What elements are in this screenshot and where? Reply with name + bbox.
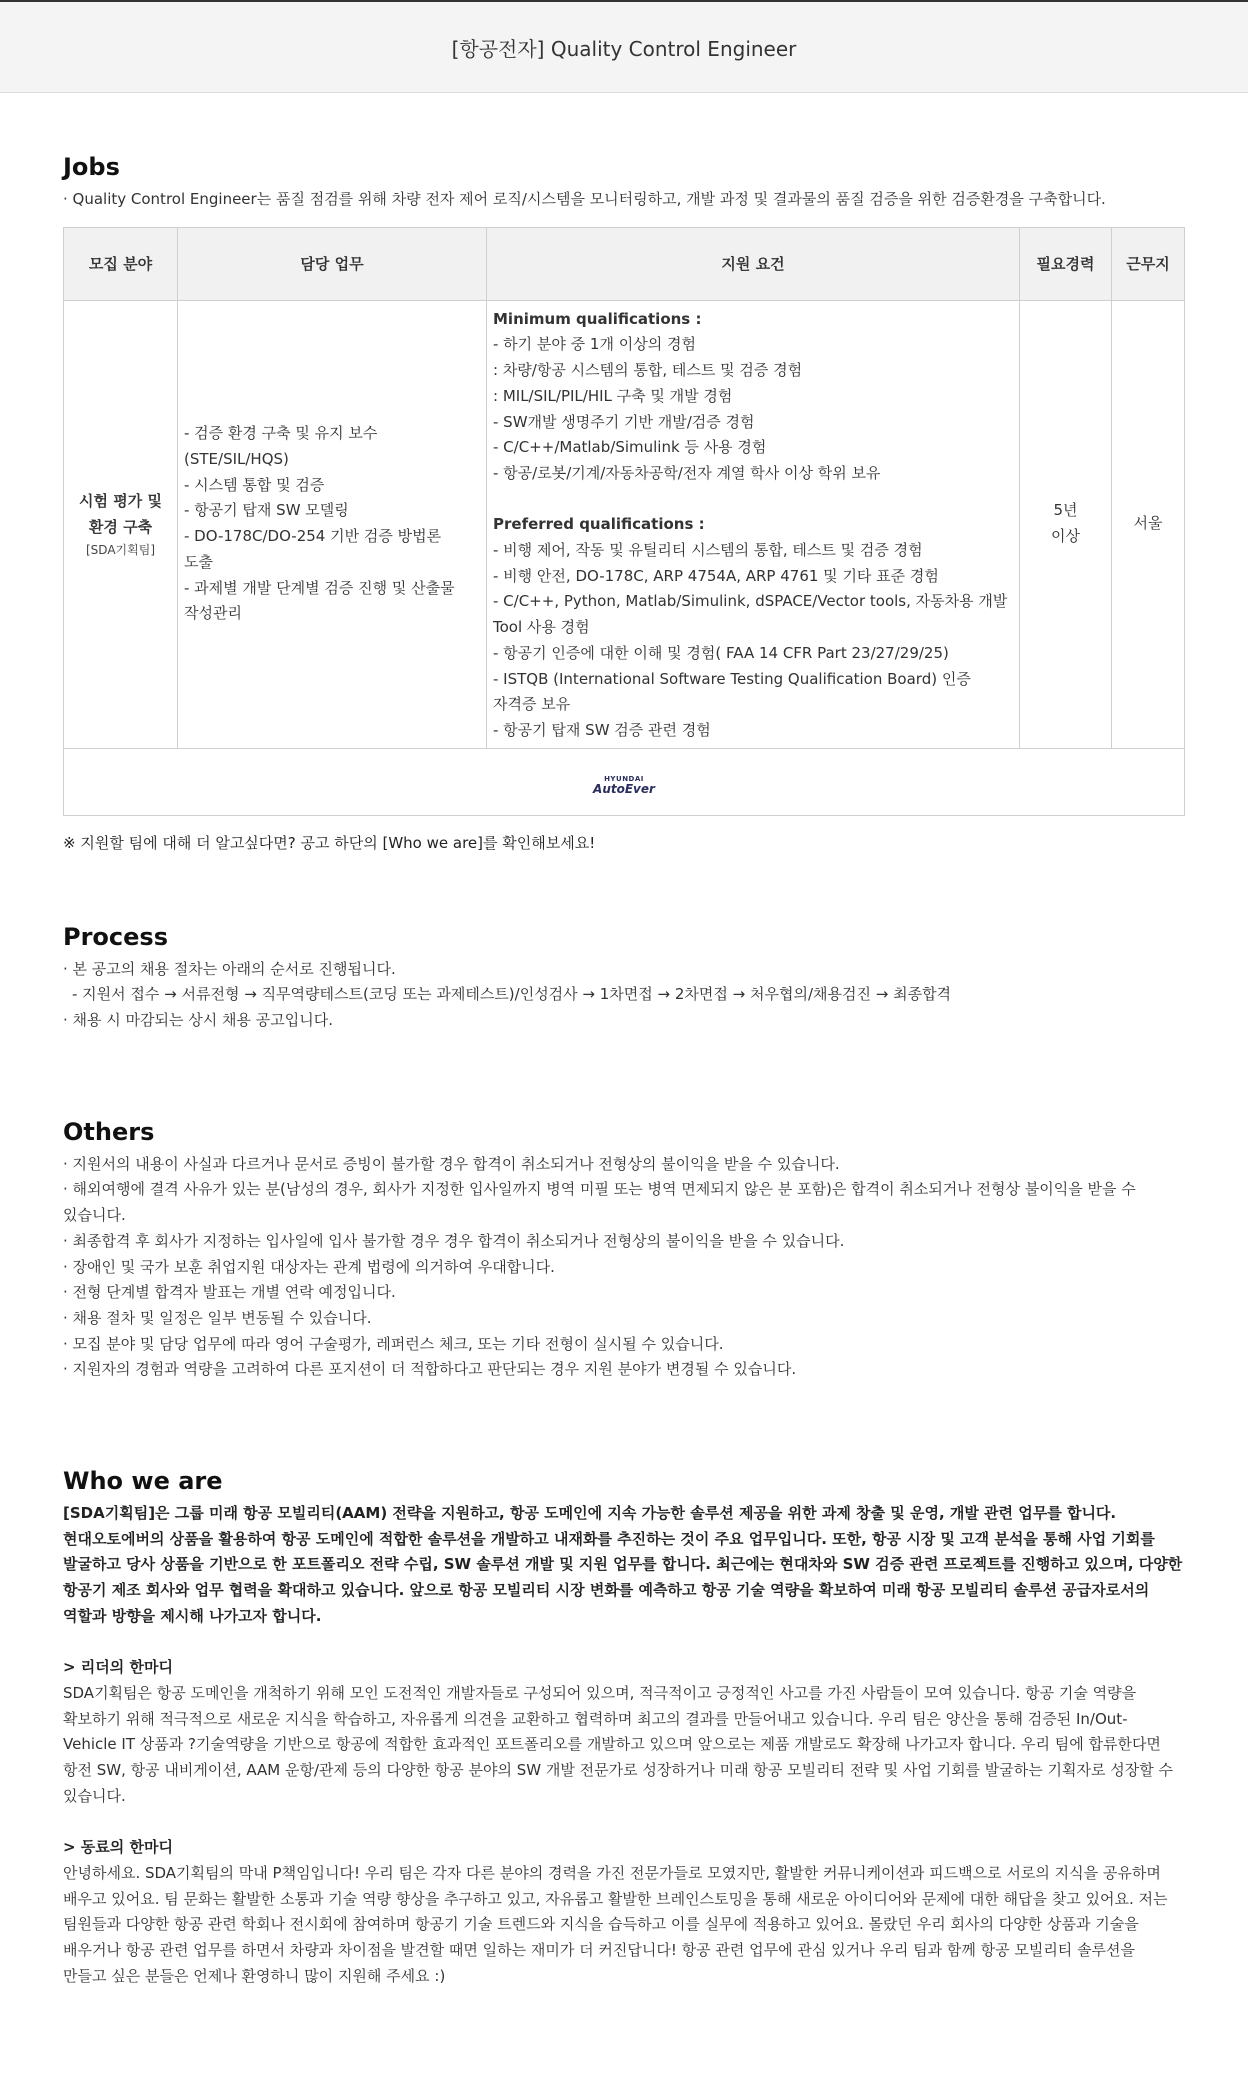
career-line: 이상 (1051, 527, 1080, 546)
who-section (63, 1467, 1185, 1989)
table-row (64, 300, 1185, 748)
others-line: 있습니다. (63, 1206, 126, 1225)
main-content (0, 93, 1248, 1989)
logo-cell (64, 748, 1185, 815)
requirement-line: - SW개발 생명주기 기반 개발/검증 경험 (493, 412, 755, 431)
requirement-line: - 비행 안전, DO-178C, ARP 4754A, ARP 4761 및 기타 표준 경험 (493, 566, 939, 585)
leader-line: 있습니다. (63, 1786, 126, 1805)
peer-line: 안녕하세요. SDA기획팀의 막내 P책임입니다! 우리 팀은 각자 다른 분야의 경력을 가진 전문가들로 모였지만, 활발한 커뮤니케이션과 피드백으로 서로의 지식을 공유하며 (63, 1863, 1161, 1882)
process-heading: Process (63, 922, 168, 951)
requirement-line: - ISTQB (International Software Testing Qualification Board) 인증 (493, 669, 971, 688)
who-intro-line: [SDA기획팀]은 그룹 미래 항공 모빌리티(AAM) 전략을 지원하고, 항공 도메인에 지속 가능한 솔루션 제공을 위한 과제 창출 및 운영, 개발 관련 업무를 합니다. (63, 1504, 1117, 1523)
others-heading: Others (63, 1117, 155, 1146)
table-header-duties: 담당 업무 (178, 227, 487, 300)
logo-line2: AutoEver (593, 782, 655, 797)
peer-line: 만들고 싶은 분들은 언제나 환영하니 많이 지원해 주세요 :) (63, 1966, 446, 1985)
field-team: [SDA기획팀] (86, 543, 155, 558)
header-bar (0, 2, 1248, 93)
leader-line: 확보하기 위해 적극적으로 새로운 지식을 학습하고, 자유롭게 의견을 교환하고 협력하며 최고의 결과를 만들어내고 있습니다. 우리 팀은 양산을 통해 검증된 In/Out- (63, 1709, 1128, 1728)
others-line: · 전형 단계별 합격자 발표는 개별 연락 예정입니다. (63, 1283, 396, 1302)
field-name-line: 환경 구축 (88, 518, 153, 537)
field-name-line: 시험 평가 및 (79, 492, 162, 511)
jobs-intro: · Quality Control Engineer는 품질 점검를 위해 차량 전자 제어 로직/시스템을 모니터링하고, 개발 과정 및 결과물의 품질 검증을 위한 검증환경을 구축합니다. (63, 190, 1106, 208)
min-qualifications-title: Minimum qualifications : (493, 309, 702, 328)
duty-line: 작성관리 (184, 604, 242, 623)
requirement-line: Tool 사용 경험 (493, 618, 590, 637)
who-intro-line: 역할과 방향을 제시해 나가고자 합니다. (63, 1606, 322, 1625)
career-line: 5년 (1053, 501, 1078, 520)
peer-line: 배우거나 항공 관련 업무를 하면서 차량과 차이점을 발견할 때면 일하는 재미가 더 커진답니다! 항공 관련 업무에 관심 있거나 우리 팀과 함께 항공 모빌리티 솔루션을 (63, 1941, 1136, 1959)
requirement-line: : 차량/항공 시스템의 통합, 테스트 및 검증 경험 (493, 361, 803, 380)
requirements-cell (487, 300, 1020, 748)
table-header-field: 모집 분야 (64, 227, 178, 300)
requirement-line: : MIL/SIL/PIL/HIL 구축 및 개발 경험 (493, 386, 733, 405)
location-cell: 서울 (1112, 300, 1185, 748)
others-line: · 지원서의 내용이 사실과 다르거나 문서로 증빙이 불가할 경우 합격이 취소되거나 전형상의 불이익을 받을 수 있습니다. (63, 1154, 840, 1173)
table-header-requirements: 지원 요건 (487, 227, 1020, 300)
who-intro-line: 항공기 제조 회사와 업무 협력을 확대하고 있습니다. 앞으로 항공 모빌리티 시장 변화를 예측하고 항공 기술 역량을 확보하여 미래 항공 모빌리티 솔루션 공급자로서의 (63, 1581, 1150, 1600)
leader-line: SDA기획팀은 항공 도메인을 개척하기 위해 모인 도전적인 개발자들로 구성되어 있으며, 적극적이고 긍정적인 사고를 가진 사람들이 모여 있습니다. 항공 기술 역량을 (63, 1683, 1137, 1702)
page-title: [항공전자] Quality Control Engineer (451, 36, 797, 61)
spacer (63, 1630, 1185, 1656)
jobs-heading: Jobs (63, 153, 120, 181)
logo-row (64, 748, 1185, 815)
process-steps: - 지원서 접수 → 서류전형 → 직무역량테스트(코딩 또는 과제테스트)/인성검사 → 1차면접 → 2차면접 → 처우협의/채용검진 → 최종합격 (72, 985, 952, 1004)
hyundai-autoever-logo (593, 775, 655, 796)
jobs-section (63, 153, 1185, 853)
requirement-line: - 비행 제어, 작동 및 유틸리티 시스템의 통합, 테스트 및 검증 경험 (493, 541, 923, 560)
others-line: · 최종합격 후 회사가 지정하는 입사일에 입사 불가할 경우 경우 합격이 취소되거나 전형상의 불이익을 받을 수 있습니다. (63, 1231, 845, 1250)
peer-line: 팀원들과 다양한 항공 관련 학회나 전시회에 참여하며 항공기 기술 트렌드와 지식을 습득하고 이를 실무에 적용하고 있어요. 몰랐던 우리 회사의 다양한 상품과 기술을 (63, 1915, 1139, 1934)
duty-line: 도출 (184, 552, 213, 571)
others-line: · 모집 분야 및 담당 업무에 따라 영어 구술평가, 레퍼런스 체크, 또는 기타 전형이 실시될 수 있습니다. (63, 1334, 724, 1353)
requirement-line: - C/C++/Matlab/Simulink 등 사용 경험 (493, 438, 767, 457)
leader-line: 항전 SW, 항공 내비게이션, AAM 운항/관제 등의 다양한 항공 분야의 SW 개발 전문가로 성장하거나 미래 항공 모빌리티 전략 및 사업 기회를 발굴하는 기획자로 성장할 수 (63, 1761, 1173, 1780)
table-header-career: 필요경력 (1020, 227, 1112, 300)
logo-line1: HYUNDAI (604, 775, 644, 784)
process-line: · 본 공고의 채용 절차는 아래의 순서로 진행됩니다. (63, 959, 396, 978)
duty-line: - DO-178C/DO-254 기반 검증 방법론 (184, 527, 442, 546)
others-line: · 지원자의 경험과 역량을 고려하여 다른 포지션이 더 적합하다고 판단되는 경우 지원 분야가 변경될 수 있습니다. (63, 1360, 797, 1379)
others-section (63, 1118, 1185, 1383)
process-line: · 채용 시 마감되는 상시 채용 공고입니다. (63, 1011, 333, 1030)
who-heading: Who we are (63, 1467, 223, 1496)
spacer (63, 1810, 1185, 1836)
career-cell (1020, 300, 1112, 748)
others-line: · 해외여행에 결격 사유가 있는 분(남성의 경우, 회사가 지정한 입사일까지 병역 미필 또는 병역 면제되지 않은 분 포함)은 합격이 취소되거나 전형상 불이익을 받을 수 (63, 1180, 1136, 1199)
field-cell (64, 300, 178, 748)
others-line: · 장애인 및 국가 보훈 취업지원 대상자는 관계 법령에 의거하여 우대합니다. (63, 1257, 555, 1276)
process-section (63, 923, 1185, 1034)
table-header-location: 근무지 (1112, 227, 1185, 300)
requirement-line: - 항공기 탑재 SW 검증 관련 경험 (493, 720, 711, 739)
requirement-line: - 항공/로봇/기계/자동차공학/전자 계열 학사 이상 학위 보유 (493, 463, 881, 482)
duty-line: - 과제별 개발 단계별 검증 진행 및 산출물 (184, 578, 455, 597)
requirement-line: 자격증 보유 (493, 695, 571, 714)
duty-line: - 시스템 통합 및 검증 (184, 475, 325, 494)
peer-line: 배우고 있어요. 팀 문화는 활발한 소통과 기술 역량 향상을 추구하고 있고, 자유롭고 활발한 브레인스토밍을 통해 새로운 아이디어와 문제에 대한 해답을 찾고 있어요. 저는 (63, 1889, 1168, 1908)
requirement-line: - C/C++, Python, Matlab/Simulink, dSPACE/Vector tools, 자동차용 개발 (493, 592, 1008, 611)
team-note: ※ 지원할 팀에 대해 더 알고싶다면? 공고 하단의 [Who we are]를 확인해보세요! (63, 833, 596, 852)
requirement-line: - 항공기 인증에 대한 이해 및 경험( FAA 14 CFR Part 23/27/29/25) (493, 643, 949, 662)
duties-cell (178, 300, 487, 748)
spacer (493, 487, 1013, 513)
leader-title: > 리더의 한마디 (63, 1658, 173, 1677)
duty-line: - 항공기 탑재 SW 모델링 (184, 501, 349, 520)
who-intro-line: 발굴하고 당사 상품을 기반으로 한 포트폴리오 전략 수립, SW 솔루션 개발 및 지원 업무를 합니다. 최근에는 현대차와 SW 검증 관련 프로젝트를 진행하고 있으며, 다양한 (63, 1555, 1183, 1574)
requirement-line: - 하기 분야 중 1개 이상의 경험 (493, 335, 696, 354)
jobs-table (63, 227, 1185, 816)
preferred-qualifications-title: Preferred qualifications : (493, 515, 705, 534)
others-line: · 채용 절차 및 일정은 일부 변동될 수 있습니다. (63, 1308, 372, 1327)
table-header-row (64, 227, 1185, 300)
leader-line: Vehicle IT 상품과 ?기술역량을 기반으로 항공에 적합한 효과적인 포트폴리오를 개발하고 있으며 앞으로는 제품 개발로도 확장해 나가고자 합니다. 우리 팀에 합류한다면 (63, 1735, 1161, 1754)
peer-title: > 동료의 한마디 (63, 1838, 173, 1857)
who-intro-line: 현대오토에버의 상품을 활용하여 항공 도메인에 적합한 솔루션을 개발하고 내재화를 추진하는 것이 주요 업무입니다. 또한, 항공 시장 및 고객 분석을 통해 사업 기회를 (63, 1529, 1155, 1548)
duty-line: - 검증 환경 구축 및 유지 보수 (184, 424, 378, 443)
duty-line: (STE/SIL/HQS) (184, 450, 289, 469)
